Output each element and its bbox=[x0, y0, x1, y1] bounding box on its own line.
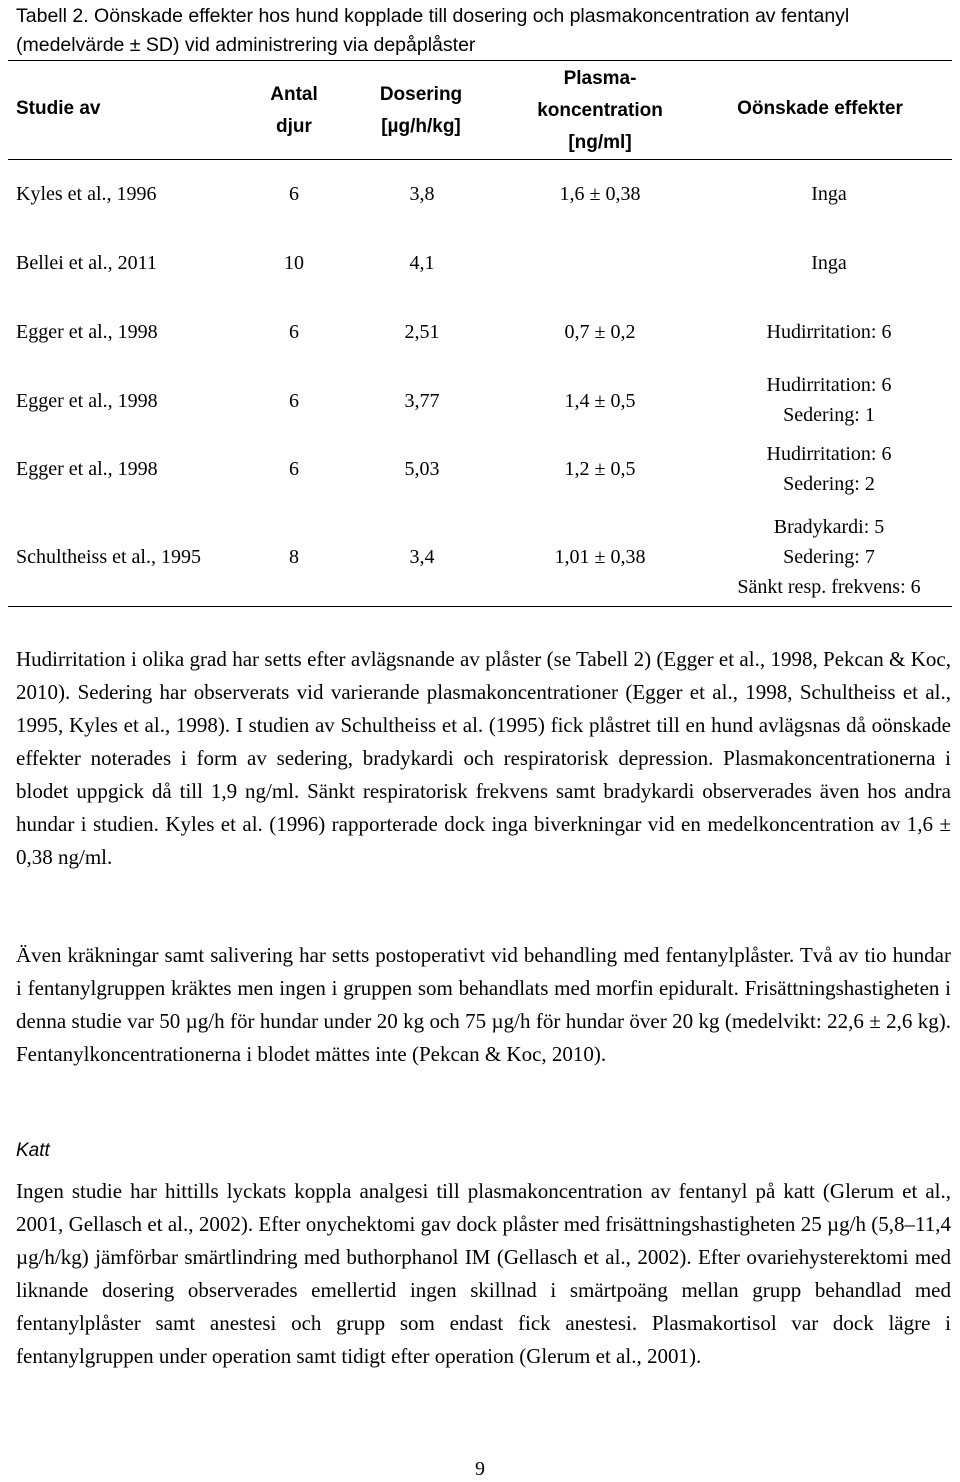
table-bottom-rule bbox=[8, 606, 952, 607]
table-row-study: Kyles et al., 1996 bbox=[16, 183, 157, 205]
effect-line: Inga bbox=[811, 183, 847, 205]
header-effects-label: Oönskade effekter bbox=[737, 98, 903, 119]
header-plasma-line: koncentration bbox=[537, 100, 663, 121]
table-row-study: Egger et al., 1998 bbox=[16, 458, 158, 480]
table-row-animals: 10 bbox=[284, 252, 304, 274]
table-row-effects bbox=[709, 248, 949, 278]
header-study-label: Studie av bbox=[16, 98, 101, 119]
header-animals bbox=[244, 79, 344, 143]
table-row-effects bbox=[709, 439, 949, 499]
table-caption: Tabell 2. Oönskade effekter hos hund kopplade till dosering och plasmakoncentration av fentanyl (medelvärde ± SD) vid administrering via depåplåster bbox=[16, 5, 850, 56]
table-row-plasma: 1,4 ± 0,5 bbox=[564, 390, 636, 412]
header-plasma-line: Plasma- bbox=[563, 68, 637, 89]
table-row-dose: 3,8 bbox=[409, 183, 435, 205]
header-dose-line: Dosering bbox=[379, 84, 463, 105]
table-row-plasma: 1,2 ± 0,5 bbox=[564, 458, 636, 480]
header-animals-line: Antal bbox=[270, 84, 318, 105]
table-row-effects bbox=[709, 317, 949, 347]
header-plasma bbox=[510, 63, 690, 159]
table-row-study: Schultheiss et al., 1995 bbox=[16, 546, 201, 568]
effect-line: Sänkt resp. frekvens: 6 bbox=[737, 576, 921, 598]
table-top-rule bbox=[8, 60, 952, 61]
table-row-dose: 5,03 bbox=[404, 458, 440, 480]
header-dose-line: [µg/h/kg] bbox=[381, 116, 461, 137]
body-paragraph: Hudirritation i olika grad har setts efter avlägsnande av plåster (se Tabell 2) (Egger et al., 1998, Pekcan & Koc, 2010). Sedering har observerats vid varierande plasmakoncentrationer (Egger et al., 1998, Schultheiss et al., 1995, Kyles et al., 1998). I studien av Schultheiss et al. (1995) fick plåstret till en hund avlägsnas då oönskade effekter noterades i form av sedering, bradykardi och respiratorisk depression. Plasmakoncentrationerna i blodet uppgick då till 1,9 ng/ml. Sänkt respiratorisk frekvens samt bradykardi observerades även hos andra hundar i studien. Kyles et al. (1996) rapporterade dock inga biverkningar vid en medelkoncentration av 1,6 ± 0,38 ng/ml. bbox=[16, 647, 951, 869]
header-plasma-line: [ng/ml] bbox=[568, 132, 632, 153]
table-row-effects bbox=[709, 179, 949, 209]
table-row-dose: 2,51 bbox=[404, 321, 440, 343]
table-row-dose: 3,77 bbox=[404, 390, 440, 412]
table-row-study: Egger et al., 1998 bbox=[16, 390, 158, 412]
table-header-rule bbox=[8, 159, 952, 160]
table-row-animals: 6 bbox=[289, 458, 299, 480]
header-animals-line: djur bbox=[276, 116, 312, 137]
effect-line: Hudirritation: 6 bbox=[766, 374, 892, 396]
table-row-animals: 8 bbox=[289, 546, 299, 568]
table-row-plasma: 1,6 ± 0,38 bbox=[559, 183, 641, 205]
table-row-effects bbox=[709, 512, 949, 602]
effect-line: Inga bbox=[811, 252, 847, 274]
table-row-study: Bellei et al., 2011 bbox=[16, 252, 157, 274]
table-row-plasma: 0,7 ± 0,2 bbox=[564, 321, 636, 343]
effect-line: Sedering: 1 bbox=[783, 404, 875, 426]
table-row-plasma: 1,01 ± 0,38 bbox=[554, 546, 646, 568]
effect-line: Bradykardi: 5 bbox=[773, 516, 885, 538]
body-paragraph: Även kräkningar samt salivering har setts postoperativt vid behandling med fentanylplåster. Två av tio hundar i fentanylgruppen kräktes men ingen i gruppen som behandlats med morfin epiduralt. Frisättningshastigheten i denna studie var 50 µg/h för hundar under 20 kg och 75 µg/h för hundar över 20 kg (medelvikt: 22,6 ± 2,6 kg). Fentanylkoncentrationerna i blodet mättes inte (Pekcan & Koc, 2010). bbox=[16, 943, 951, 1066]
table-row-effects bbox=[709, 370, 949, 430]
table-row-animals: 6 bbox=[289, 321, 299, 343]
header-study bbox=[16, 93, 100, 125]
header-effects bbox=[710, 93, 930, 125]
table-row-animals: 6 bbox=[289, 183, 299, 205]
effect-line: Hudirritation: 6 bbox=[766, 443, 892, 465]
body-paragraph: Ingen studie har hittills lyckats koppla analgesi till plasmakoncentration av fentanyl på katt (Glerum et al., 2001, Gellasch et al., 2002). Efter onychektomi gav dock plåster med frisättningshastigheten 25 µg/h (5,8–11,4 µg/h/kg) jämförbar smärtlindring med buthorphanol IM (Gellasch et al., 2002). Efter ovariehysterektomi med liknande dosering observerades emellertid ingen skillnad i smärtpoäng mellan grupp behandlad med fentanylplåster samt anestesi och grupp som endast fick anestesi. Plasmakortisol var dock lägre i fentanylgruppen under operation samt tidigt efter operation (Glerum et al., 2001). bbox=[16, 1179, 951, 1368]
effect-line: Sedering: 2 bbox=[783, 473, 875, 495]
table-row-dose: 3,4 bbox=[409, 546, 435, 568]
header-dose bbox=[351, 79, 491, 143]
table-row-dose: 4,1 bbox=[409, 252, 435, 274]
table-row-study: Egger et al., 1998 bbox=[16, 321, 158, 343]
page-number: 9 bbox=[475, 1458, 485, 1480]
table-row-animals: 6 bbox=[289, 390, 299, 412]
section-heading: Katt bbox=[16, 1140, 50, 1161]
effect-line: Sedering: 7 bbox=[783, 546, 875, 568]
effect-line: Hudirritation: 6 bbox=[766, 321, 892, 343]
